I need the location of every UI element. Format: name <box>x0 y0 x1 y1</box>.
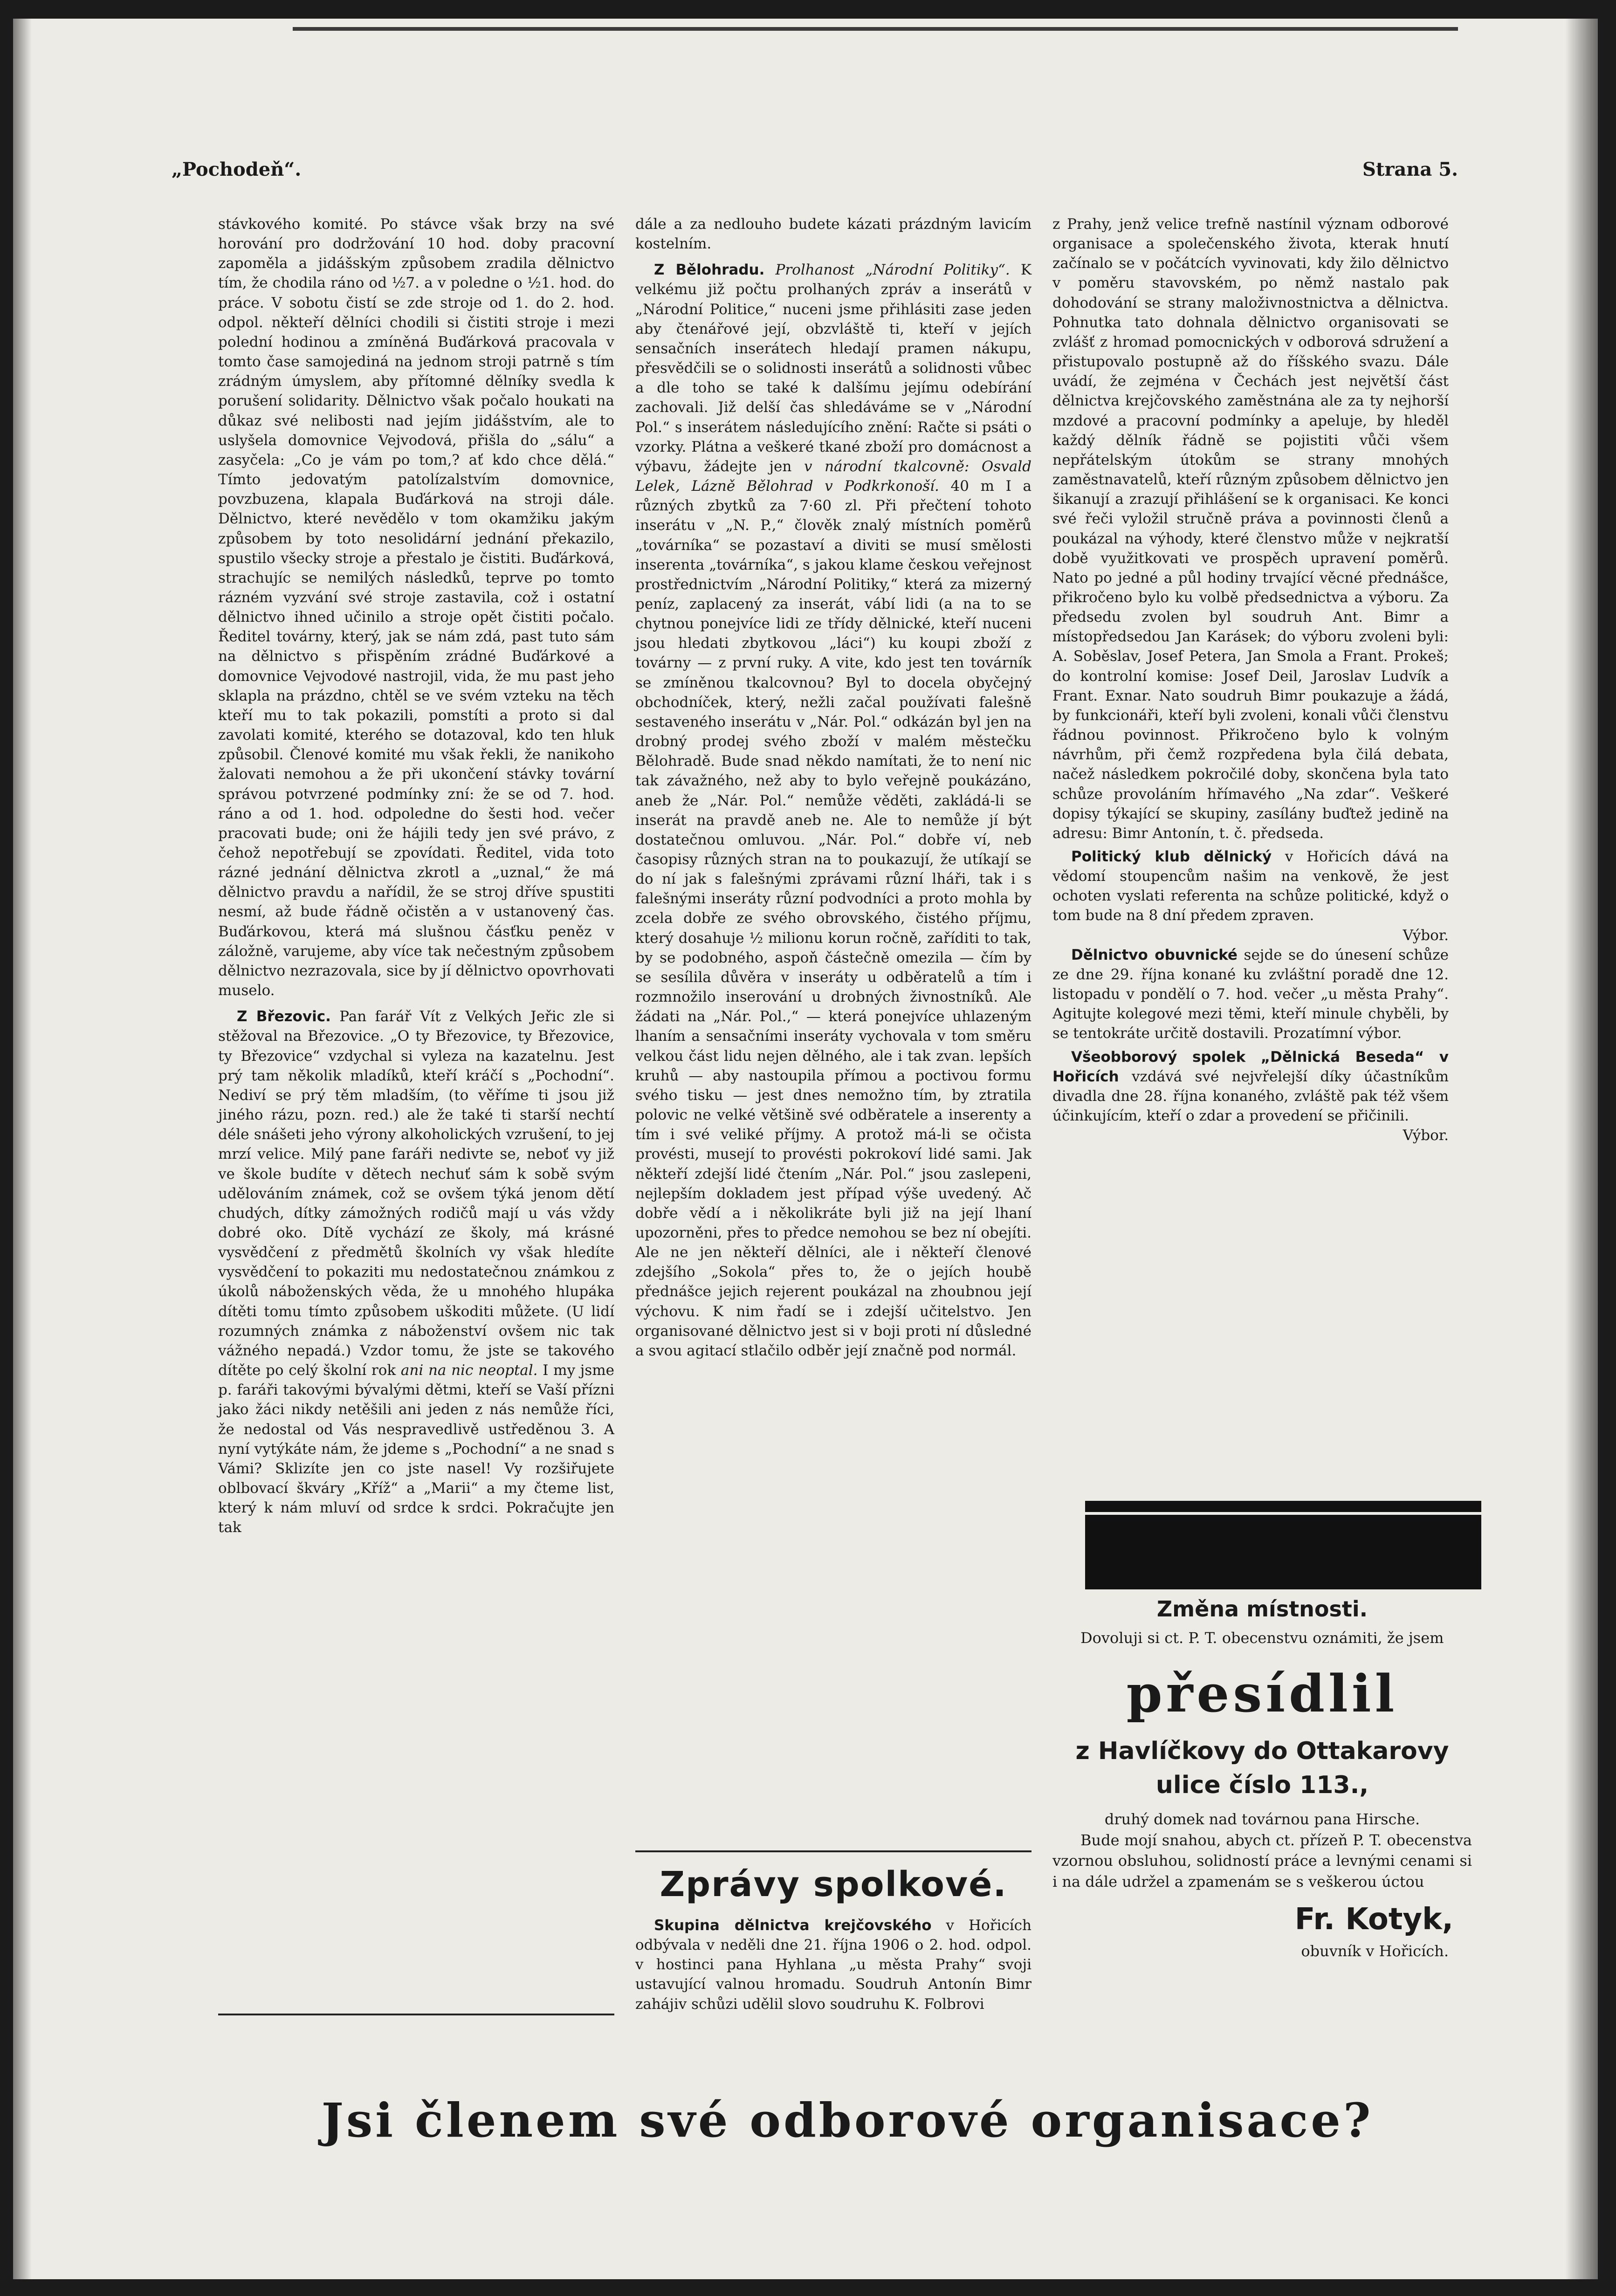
ad-signature: Fr. Kotyk, <box>1294 1902 1453 1937</box>
page-number: Strana 5. <box>1362 158 1458 180</box>
ad-border-bar <box>1085 1501 1481 1512</box>
article-paragraph: z Prahy, jenž velice trefně nastínil význam odborové organisace a společenského života, kterak hnutí začínalo se v počátcích vyvinovati, kdy žilo dělnictvo v poměru stavovském, po němž nastalo pak dohodování se strany maloživnostnictva a dělnictva. Pohnutka tato dohnala dělnictvo organisovati se zvlášť z hromad pomocnických v odborová sdružení a přistupovalo postupně až do říšského svazu. Dále uvádí, že zejména v Čechách jest největší část dělnictva krejčovského zaměstnána ale za ty nejhorší mzdové a pracovní podmínky a apeluje, by hleděl každý dělník řádně se pojistiti vůči všem nepřátelským útokům se strany mnohých zaměstnavatelů, kteří různým způsobem dělnictvo jen šikanují a zrazují přihlášení se k organisaci. Ke konci své řeči vyložil stručně práva a povinnosti členů a poukázal na výhody, které členstvo může v nejkratší době využitkovati ve prospěch upravení poměrů. Nato po jedné a půl hodiny trvající věcné přednášce, přikročeno bylo ku volbě předsednictva a výboru. Za předsedu zvolen byl soudruh Ant. Bimr a místopředsedou Jan Karásek; do výboru zvoleni byli: A. Soběslav, Josef Petera, Jan Smola a Frant. Prokeš; do kontrolní komise: Josef Deil, Jaroslav Ludvík a Frant. Exnar. Nato soudruh Bimr poukazuje a žádá, by funkcionáři, kteří byli zvoleni, konali vůči členstvu řádnou povinnost. Přikročeno bylo k volným návrhům, při čemž rozpředena byla čilá debata, načež následkem pokročilé doby, skončena byla tato schůze provoláním hřímavého „Na zdar“. Veškeré dopisy týkající se skupiny, zasílány buďtež jedině na adresu: Bimr Antonín, t. č. předseda. <box>1052 216 1449 842</box>
club-heading: Všeobborový spolek „Dělnická Beseda“ v Hořicích <box>1052 1048 1449 1085</box>
signature-text: Výbor. <box>1403 927 1449 944</box>
top-rule <box>293 27 1458 31</box>
ad-text: Bude mojí snahou, abych ct. přízeň P. T. obecenstva vzornou obsluhou, solidností práce a levnými cenami si i na dále udržel a zpamenám se s veškerou úctou <box>1052 1831 1472 1891</box>
club-notice <box>1052 1047 1449 1126</box>
ad-title: Změna místnosti. <box>1156 1596 1368 1622</box>
right-page-shadow <box>1565 19 1598 2279</box>
column-2-rule <box>635 1850 1031 1852</box>
column-1 <box>218 214 614 1537</box>
ad-text: Dovoluji si ct. P. T. obecenstvu oznámiti, že jsem <box>1080 1629 1444 1647</box>
ad-black-block <box>1085 1515 1481 1589</box>
ad-address: z Havlíčkovy do Ottakarovy ulice číslo 113., <box>1075 1737 1449 1799</box>
article-paragraph: I my jsme p. faráři takovými bývalými dětmi, kteří se Vaší přízni jako žáci nikdy netěšili ani jeden z nás nemůže říci, že nedostal od Vás nespravedlivě ustředěnou 3. A nyní vytýkáte nám, že jdeme s „Pochodní“ a ne snad s Vámi? Sklizíte jen co jste nasel! Vy rozšiřujete oblbovací škváry „Kříž“ a „Marii“ a my čteme list, který k nám mluví od srdce k srdci. Pokračujte jen tak <box>218 1362 615 1536</box>
place-heading: Z Bělohradu. <box>654 261 765 279</box>
italic-text: ani na nic neoptal. <box>400 1362 538 1379</box>
article-paragraph: sejde se do únesení schůze ze dne 29. října konané ku zvláštní poradě dne 12. listopadu v pondělí o 7. hod. večer „u města Prahy“. Agitujte kolegové mezi těmi, kteří minule chyběli, by se tentokráte určitě dostavili. Prozatímní výbor. <box>1052 946 1449 1042</box>
section-heading: Zprávy spolkové. <box>660 1864 1007 1904</box>
column-2 <box>635 214 1031 1361</box>
signature-text: Výbor. <box>1403 1127 1449 1144</box>
ad-text: druhý domek nad továrnou pana Hirsche. <box>1104 1810 1420 1828</box>
article-paragraph: K velkému již počtu prolhaných zpráv a inserátů v „Národní Politice,“ nuceni jsme přihlásiti zase jeden aby čtenářové její, obzvláště ti, kteří v jejích sensačních inserátech hledají pramen nákupu, přesvědčili se o solidnosti inserátů a solidnosti vůbec a dle toho se také k dalšímu jejímu odebírání zachovali. Již delší čas shledáváme se v „Národní Pol.“ s inserátem následujícího znění: Račte si psáti o vzorky. Plátna a veškeré tkané zboží pro domácnost a výbavu, žádejte jen <box>635 261 1031 475</box>
club-notice <box>1052 847 1449 926</box>
column-3 <box>1052 214 1449 1145</box>
article-paragraph: vzdává své nejvřelejší díky účastníkům divadla dne 28. října konaného, zvláště pak též všem účinkujícím, kteří o zdar a provedení se přičinili. <box>1052 1068 1449 1125</box>
article-paragraph: stávkového komité. Po stávce však brzy na své horování pro dodržování 10 hod. doby pracovní zapoměla a jidášským způsobem zradila dělnictvo tím, že chodila ráno od ½7. a v poledne o ½1. hod. do práce. V sobotu čistí se zde stroje od 1. do 2. hod. odpol. někteří dělníci chodili si čistiti stroje i mezi polední hodinou a zmíněná Buďárková pracovala v tomto čase samojediná na jednom stroji patrně s tím zrádným úmyslem, aby přítomné dělníky svedla k porušení solidarity. Dělnictvo však počalo houkati na důkaz své nelibosti nad jejím jidášstvím, ale to uslyšela domovnice Vejvodová, přišla do „sálu“ a zasyčela: „Co je vám po tom,? ať kdo chce dělá.“ Tímto jedovatým patolízalstvím domovnice, povzbuzena, klapala Buďárková na stroji dále. Dělnictvo, které nevědělo v tom okamžiku jakým způsobem by toto nesolidární jednání překazilo, spustilo všecky stroje a přestalo je čistiti. Buďárková, strachujíc se nemilých následků, teprve po tomto rázném vyzvání své stroje zastavila, což i ostatní dělnictvo ihned učinilo a stroje opět čistiti počalo. Ředitel továrny, který, jak se nám zdá, past tuto sám na dělnictvo s přispěním zrádné Buďárkové a domovnice Vejvodové nastrojil, vida, že mu past jeho sklapla na prázdno, chtěl se ve svém vzteku na těch kteří mu to tak pokazili, pomstíti a proto si dal zavolati komité, kterého se dotazoval, kdo ten hluk způsobil. Členové komité mu však řekli, že nanikoho žalovati nemohou a že při ukončení stávky tovární správou potvrzené podmínky zní: že se od 7. hod. ráno a od 1. hod. odpoledne do šesti hod. večer pracovati bude; oni že hájili tedy jen své právo, z čehož nepotřebují se zpovídati. Ředitel, vida toto rázné jednání dělnictva zkrotl a „uznal,“ že má dělnictvo pravdu a nařídil, že se stroj dříve spustiti nesmí, až bude řádně očistěn a v ustanovený čas. Buďárkovou, která má slušnou čásťku peněz v záložně, varujeme, aby více tak nečestným způsobem dělnictvo nezrazovala, sice by jí dělnictvo opovrhovati muselo. <box>218 216 614 999</box>
ad-big-word: přesídlil <box>1126 1664 1398 1724</box>
newspaper-page <box>13 19 1598 2279</box>
running-head: „Pochodeň“. <box>172 158 302 180</box>
club-notice <box>1052 945 1449 1044</box>
advertisement <box>1052 1594 1472 1961</box>
club-heading: Politický klub dělnický <box>1071 848 1272 865</box>
club-heading: Dělnictvo obuvnické <box>1071 946 1238 963</box>
article-brezovice <box>218 1007 614 1537</box>
article-paragraph: Pan farář Vít z Velkých Jeřic zle si stěžoval na Březovice. „O ty Březovice, ty Březovice, ty Březovice“ vzdychal si vyleza na kazatelnu. Jest prý tam několik mladíků, kteří kráčí s „Pochodní“. Nediví se prý těm mladším, (to věříme ti jsou již jiného rázu, pozn. red.) ale že také ti starší nechtí déle snášeti jeho výrony alkoholických vzrušení, to jej mrzí velice. Milý pane faráři nedivte se, neboť vy již ve škole budíte v dětech nechuť sám k sobě svým udělováním známek, což se ovšem týká jenom dětí chudých, dítky zámožných rodičů mají u vás vždy dobré oko. Dítě vychází ze školy, má krásné vysvědčení z předmětů školních vy však hledíte vysvědčení to pokaziti mu nedostatečnou známkou z úkolů náboženských věda, že u mnohého hlupáka dítěti tomu tímto způsobem uškoditi můžete. (U lidí rozumných známka z náboženství ovšem nic tak vážného nepadá.) Vzdor tomu, že jste se takového dítěte po celý školní rok <box>218 1008 614 1379</box>
footer-slogan: Jsi členem své odborové organisace? <box>321 2093 1374 2148</box>
article-paragraph: dále a za nedlouho budete kázati prázdným lavicím kostelním. <box>635 216 1031 253</box>
left-page-shadow <box>13 19 32 2279</box>
column-1-rule <box>218 2014 614 2015</box>
spolkove-article <box>635 1916 1031 2014</box>
ad-signature-sub: obuvník v Hořicích. <box>1301 1942 1449 1960</box>
article-paragraph: v Hořicích dává na vědomí stoupencům našim na venkově, že jest ochoten vyslati referenta na schůze politické, když o tom bude na 8 dní předem zpraven. <box>1052 848 1449 924</box>
article-text <box>1052 214 1449 843</box>
article-paragraph: 40 m I a různých zbytků za 7·60 zl. Při přečtení tohoto inserátu v „N. P.,“ člověk znalý místních poměrů „továrníka“ se pozastaví a diviti se musí smělosti inserenta „továrníka“, s jakou klame českou veřejnost prostřednictvím „Národní Politiky,“ která za mizerný peníz, zaplacený za inserát, vábí lidi (a na to se chytnou ponejvíce lidi ze třídy dělnické, kteří nuceni jsou hledati zbytkovou „láci“) ku koupi zboží z továrny — z první ruky. A vite, kdo jest ten továrník se zmíněnou tkalcovnou? Byl to docela obyčejný obchodníček, který, nežli začal používati falešně sestaveného inserátu v „Nár. Pol.“ odkázán byl jen na drobný prodej svého zboží v malém městečku Bělohradě. Bude snad někdo namítati, že to není nic tak závažného, než aby to bylo veřejně poukázáno, aneb že „Nár. Pol.“ nemůže věděti, zakládá-li se inserát na pravdě aneb ne. Ale to nemůže jí být dostatečnou omluvou. „Nár. Pol.“ dobře ví, neb časopisy různých stran na to poukazují, že utíkají se do ní jak s falešnými zprávami různí lháři, tak i s falešnými inseráty různí podvodníci a proto mohla by zcela dobře ze svého obrovského, čistého příjmu, který dosahuje ½ milionu korun ročně, zaříditi to tak, by se podobného, aspoň částečně omezila — čím by se sesílila důvěra v inseráty u odběratelů a tím i rozmnožilo inserování u drobných živnostníků. Ale žádati na „Nár. Pol.,“ — která ponejvíce uhlazeným lhaním a sensačními inseráty vychovala v tom směru velkou část lidu nejen dělného, ale i tak zvan. lepších kruhů — aby nastoupila přímou a poctivou formu svého tisku — jest dnes nemožno tím, by ztratila polovic ne velké většině své odběratele a inserenty a tím i své veliké příjmy. A protož má-li se očista provésti, musejí to provésti pokrokoví lidé sami. Jak někteří zdejší lidé čtením „Nár. Pol.“ jsou zaslepeni, nejlepším dokladem jest případ výše uvedený. Ač dobře vědí a i několikráte byli již na její lhaní upozorněni, přes to předce nemohou se bez ní obejíti. Ale ne jen někteří dělníci, ale i někteří členové zdejšího „Sokola“ přes to, že o jejích houbě přednášce jejich rejerent poukázal na zhoubnou její výchovu. K nim řadí se i zdejší učitelstvo. Jen organisované dělnictvo jest si v boji proti ní důsledné a svou agitací stlačilo odběr její značně pod normál. <box>635 478 1031 1359</box>
italic-text: Prolhanost „Národní Politiky“. <box>764 261 1010 279</box>
italic-text: v národní tkalcovně: Osvald Lelek, Lázně Bělohrad v Podkrkonoší. <box>635 458 1031 495</box>
place-heading: Z Březovic. <box>237 1008 331 1025</box>
spolkove-paragraph <box>635 1916 1031 2014</box>
article-text <box>635 214 1031 254</box>
article-text <box>218 214 614 1000</box>
article-belohrad <box>635 260 1031 1361</box>
article-paragraph: v Hořicích odbývala v neděli dne 21. října 1906 o 2. hod. odpol. v hostinci pana Hyhlana „u města Prahy“ svoji ustavující valnou hromadu. Soudruh Antonín Bimr zahájiv schůzi udělil slovo soudruhu K. Folbrovi <box>635 1917 1031 2013</box>
club-heading: Skupina dělnictva krejčovského <box>654 1917 932 1934</box>
